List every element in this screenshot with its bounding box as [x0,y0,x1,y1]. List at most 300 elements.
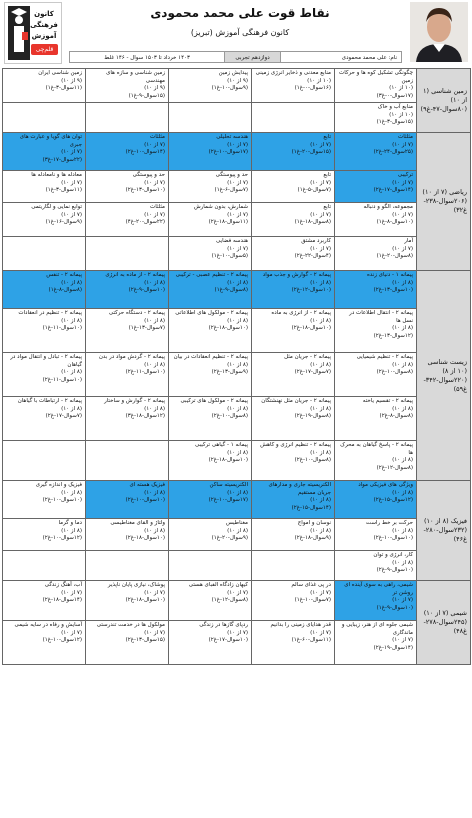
topic-score: (۸ از ۱۰) [310,405,331,412]
topic-stats: (۷سوال-۶-غ۱) [214,187,248,193]
topic-score: (۷ از ۱۰) [144,589,165,596]
topic-score: (۷ از ۱۰) [310,211,331,218]
topic-title: کاربرد مشتق [301,238,331,244]
topic-title: پیمانه ۲ - دستگاه حرکتی [108,310,165,316]
topic-stats: (۱۷سوال-۱۰-غ۲) [208,497,248,503]
topic-title: مثلثات [150,204,165,210]
topic-stats: (۱۰سوال-۹-غ۱) [376,604,413,611]
topic-score: (۷ از ۱۰) [144,629,165,636]
topic-title: پیمانه ۱ - دنیای زنده [366,272,413,278]
topic-cell [3,621,86,665]
topic-stats: (۷سوال-۱۷-غ۲) [294,369,331,375]
table-row [3,103,471,133]
topic-stats: (۱۱سوال-۳-غ۱) [45,187,82,193]
topic-title: فیزیک و اندازه گیری [35,482,82,488]
subject-name: ریاضی (۷ از ۱۰) [422,188,467,196]
topic-cell [335,271,417,309]
topic-stats: (۱۱سوال-۳-غ۱) [45,85,82,91]
topic-stats: (۱۰سوال-۱۸-غ۲) [208,457,248,463]
topic-score: (۷ از ۱۰) [392,141,413,148]
topic-title: تابع [323,134,331,140]
topic-stats: (۱۰سوال-۱۷-غ۲) [208,637,248,643]
topic-score: (۸ از ۱۰) [392,361,413,368]
topic-stats: (۱۴سوال-۱۸-غ۲) [42,597,82,603]
topic-title: پیمانه ۲ - تنظیم شیمیایی [356,354,413,360]
topic-title: مثلثات [150,134,165,140]
topic-score: (۷ از ۱۰) [61,629,82,636]
topic-stats: (۱۰سوال-۱۱-غ۲) [42,376,82,383]
topic-score: (۸ از ۱۰) [392,527,413,534]
topic-score: (۸ از ۱۰) [310,497,331,503]
topic-cell [169,441,252,481]
topic-cell [335,133,417,171]
topic-title: حد و پیوستگی [132,172,165,178]
topic-stats: (۱۶سوال-۰-غ۱) [294,85,331,91]
table-row [3,237,471,271]
logo-line-2: فرهنگی [30,21,58,29]
topic-title: شمارش، بدون شمارش [193,204,248,210]
topic-stats: (۱۰سوال-۱۳-غ۲) [125,187,165,193]
topic-cell [169,271,252,309]
topic-cell [169,237,252,271]
topic-cell [252,309,335,353]
topic-stats: (۸سوال-۸-غ۲) [379,413,413,419]
topic-score: (۸ از ۱۰) [310,279,331,286]
topic-title: شیمی جلوه ای از هنر، زیبایی و ماندگاری [341,622,413,636]
topic-title: شیمی، راهی به سوی آینده ای روشن تر [344,582,413,596]
report-title: نقاط قوت علی محمد محمودی [150,6,330,20]
topic-cell [86,309,169,353]
subject-stats: (۲۴۵سوال-۲۷۸-غ۴۸) [423,618,467,635]
topic-score: (۷ از ۱۰) [227,589,248,596]
topic-stats: (۱۱سوال-۶۰-غ۱) [291,637,331,643]
topic-stats: (۱۲سوال-۱۸-غ۳) [125,413,165,419]
topic-score: (۷ از ۱۰) [392,179,413,186]
topic-title: پیمانه ۲ - تبادل و انتقال مواد در گیاهان [10,354,82,368]
topic-score: (۸ از ۱۰) [392,559,413,566]
topic-title: هندسه تحلیلی [216,134,248,140]
topic-title: پیمانه ۲ - تنفس [46,272,82,278]
topic-score: (۸ از ۱۰) [227,527,248,534]
topic-score: (۸ از ۱۰) [61,527,82,534]
topic-stats: (۷سوال-۱۷-غ۲) [45,413,82,419]
topic-cell [252,519,335,551]
topic-cell [335,621,417,665]
table-row [3,481,471,519]
topic-cell [252,441,335,481]
empty-cell [86,441,169,481]
topic-stats: (۸سوال-۱۲-غ۲) [376,464,413,471]
topic-stats: (۱۰سوال-۹-غ۲) [128,287,165,293]
topic-title: پیمانه ۲ - گردش مواد در بدن [98,354,165,360]
topic-stats: (۷سوال-۱۰-غ۱) [294,597,331,603]
topic-stats: (۱۱سوال-۱۸-غ۲) [208,219,248,225]
topic-cell [169,353,252,397]
subject-cell [417,581,471,665]
topic-cell [335,103,417,133]
topic-stats: (۸سوال-۸-غ۱) [48,287,82,293]
topic-title: فیزیک هسته ای [129,482,165,488]
topic-cell [252,397,335,441]
topic-score: (۷ از ۱۰) [61,589,82,596]
subject-stats: (۸۰سوال-۴۷-غ۹) [420,105,467,113]
topic-cell [3,481,86,519]
empty-cell [3,237,86,271]
topic-cell [335,353,417,397]
topic-title: پیمانه ۲ - مولکول های اطلاعاتی [175,310,248,316]
topic-stats: (۱۷سوال-۰-غ۳) [376,92,413,99]
table-row [3,397,471,441]
topic-cell [3,69,86,103]
topic-title: مجموعه، الگو و دنباله [363,204,413,210]
topic-stats: (۱۰سوال-۱۸-غ۲) [125,597,165,603]
topic-stats: (۲۲سوال-۱۷-غ۳) [42,156,82,163]
topic-cell [3,581,86,621]
topic-stats: (۱۲سوال-۱۰-غ۲) [42,535,82,541]
table-row [3,621,471,665]
topic-cell [3,397,86,441]
topic-stats: (۹سوال-۱۳-غ۲) [211,369,248,375]
table-row [3,203,471,237]
topic-title: پیمانه ۱ - گیاهی ترکیبی [194,442,248,448]
table-row [3,551,471,581]
table-row [3,441,471,481]
topic-cell [335,519,417,551]
topic-stats: (۱۰سوال-۱۰-غ۲) [125,497,165,503]
topic-score: (۷ از ۱۰) [227,211,248,218]
topic-title: پیمانه ۲ - از ماده به انرژی [105,272,165,278]
topic-cell [335,309,417,353]
topic-title: توابع نمایی و لگاریتمی [31,204,82,210]
topic-score: (۸ از ۱۰) [392,405,413,412]
table-row [3,309,471,353]
topic-cell [86,581,169,621]
topic-cell [169,133,252,171]
topic-score: (۷ از ۱۰) [144,179,165,186]
topic-score: (۷ از ۱۰) [144,141,165,148]
table-row [3,271,471,309]
topic-title: پیمانه ۲ - مولکول های ترکیبی [180,398,248,404]
topic-title: پیمانه ۲ - از انرژی به ماده [271,310,331,316]
topic-stats: (۱۰سوال-۱۰-غ۲) [373,535,413,541]
topic-title: پیمانه ۲ - ارتباطات با گیاهان [17,398,82,404]
topic-score: (۷ از ۱۰) [227,179,248,186]
topic-stats: (۱۲سوال-۱۰-غ۱) [42,637,82,643]
subject-cell [417,271,471,481]
topic-cell [252,481,335,519]
topic-stats: (۹سوال-۱۸-غ۲) [294,535,331,541]
subject-stats: (۲۳۲سوال-۲۸۰-غ۴۶) [423,526,467,543]
topic-score: (۷ از ۱۰) [144,211,165,218]
topic-stats: (۱۰سوال-۱۱-غ۲) [125,369,165,375]
topic-score: (۸ از ۱۰) [227,317,248,324]
topic-score: (۸ از ۱۰) [310,527,331,534]
topic-stats: (۷سوال-۵-غ۱) [297,187,331,193]
topic-score: (۷ از ۱۰) [392,597,413,603]
topic-score: (۸ از ۱۰) [227,489,248,496]
topic-score: (۷ از ۱۰) [310,629,331,636]
topic-title: حد و پیوستگی [215,172,248,178]
empty-cell [169,551,252,581]
topic-score: (۸ از ۱۰) [227,449,248,456]
topic-title: حرکت بر خط راست [365,520,413,526]
topic-stats: (۸سوال-۱۸-غ۱) [294,219,331,225]
topic-cell [335,581,417,621]
topic-title: تابع [323,172,331,178]
topic-cell [169,519,252,551]
topic-title: مغناطیس [226,520,248,526]
table-row [3,353,471,397]
topic-title: ویژگی های فیزیکی مواد [358,482,413,488]
topic-cell [252,271,335,309]
topic-cell [3,203,86,237]
student-name: نام: علی محمد محمودی [280,51,402,63]
topic-score: (۸ از ۱۰) [144,489,165,496]
empty-cell [169,103,252,133]
topic-cell [252,581,335,621]
topic-stats: (۱۰سوال-۱۲-غ۲) [291,287,331,293]
topic-stats: (۱۰سوال-۱۳-غ۲) [373,287,413,293]
topic-title: منابع معدنی و ذخایر انرژی زمینی [255,70,331,76]
table-row [3,171,471,203]
topic-title: مولکول ها در خدمت تندرستی [96,622,165,628]
report-header [0,0,472,64]
topic-score: (۷ از ۱۰) [61,179,82,186]
empty-cell [3,551,86,581]
kanoon-logo [4,2,62,64]
topic-stats: (۱۰سوال-۱۰-غ۲) [42,497,82,503]
topic-cell [3,133,86,171]
topic-score: (۹ از ۱۰) [144,85,165,91]
topic-stats: (۱۴سوال-۱۰-غ۲) [125,149,165,155]
topic-title: کیهان زادگاه الفبای هستی [188,582,248,588]
topic-stats: (۱۰سوال-۹-غ۲) [376,567,413,573]
topic-title: منابع آب و خاک [377,104,413,110]
topic-stats: (۱۵سوال-۹-غ۱) [128,92,165,99]
topic-cell [3,519,86,551]
topic-cell [169,309,252,353]
topic-stats: (۸سوال-۱۰-غ۲) [376,369,413,375]
topic-title: پیمانه ۲ - تنظیم در انعقادات [18,310,82,316]
topic-stats: (۱۲سوال-۱۵-غ۲) [373,497,413,503]
topic-cell [86,397,169,441]
topic-score: (۸ از ۱۰) [144,527,165,534]
subject-name: زمین شناسی (۱ از ۱۰) [423,87,467,104]
topic-stats: (۱۷سوال-۱۰-غ۲) [208,149,248,155]
topic-cell [335,481,417,519]
report-subtitle: کانون فرهنگی آموزش (تبریز) [190,28,290,37]
topic-cell [335,69,417,103]
topic-score: (۸ از ۱۰) [310,361,331,368]
topic-cell [3,353,86,397]
topic-score: (۸ از ۱۰) [61,279,82,286]
table-row [3,69,471,103]
topic-stats: (۵سوال-۱۰-غ۱) [211,253,248,259]
topic-cell [86,133,169,171]
topic-title: پیمانه ۲ - تنظیم عصبی - ترکیبی [175,272,248,278]
topic-cell [169,621,252,665]
graduate-figure-icon [8,6,30,60]
topic-title: آسایش و رفاه در سایه شیمی [14,622,82,628]
topic-title: هندسه فضایی [216,238,248,244]
topic-score: (۸ از ۱۰) [61,489,82,496]
topic-title: پیمانه ۲ - انتقال اطلاعات در نسل ها [349,310,413,324]
topic-score: (۷ از ۱۰) [227,141,248,148]
topic-title: در پی غذای سالم [291,582,331,588]
topic-cell [3,309,86,353]
topic-stats: (۱۴سوال-۱۵-غ۲) [291,504,331,511]
subject-name: زیست شناسی (۱۰ از ۸) [427,357,467,375]
topic-stats: (۲۲سوال-۲۰-غ۴) [125,219,165,225]
topic-stats: (۱۰سوال-۱۸-غ۲) [208,325,248,331]
topic-cell [335,203,417,237]
empty-cell [252,551,335,581]
topic-title: الکتریسیته جاری و مدارهای جریان مستقیم [268,482,331,496]
topic-score: (۸ از ۱۰) [392,325,413,331]
topic-stats: (۱۲سوال-۱۳-غ۲) [373,332,413,339]
subject-stats: (۲۰۶سوال-۲۳۸-غ۳۲) [423,197,467,214]
topic-title: قدر هدایای زمینی را بدانیم [270,622,331,628]
topic-score: (۷ از ۱۰) [392,245,413,252]
topic-title: چگونگی تشکیل کوه ها و حرکات زمین [339,70,413,84]
empty-cell [86,551,169,581]
report-period: ۱۴۰۳ خرداد تا ۱۵۰۳ سوال - ۱۴۶ غلط [69,51,225,63]
empty-cell [3,441,86,481]
topic-stats: (۱۴سوال-۱۹-غ۲) [373,644,413,651]
topic-title: توان های گویا و عبارت های جبری [19,134,82,148]
topic-cell [86,621,169,665]
strengths-table [2,68,471,665]
topic-stats: (۸سوال-۱۲-غ۱) [211,597,248,603]
subject-name: فیزیک (۸ از ۱۰) [424,517,467,525]
table-row [3,519,471,551]
topic-title: زمین شناسی ایران [38,70,82,76]
subject-cell [417,481,471,581]
topic-cell [335,441,417,481]
topic-stats: (۹سوال-۱۶-غ۱) [45,219,82,225]
table-row [3,133,471,171]
topic-cell [252,237,335,271]
topic-score: (۹ از ۱۰) [227,77,248,84]
topic-stats: (۱۰سوال-۱۱-غ۱) [42,325,82,331]
topic-stats: (۱۵سوال-۱۳-غ۲) [125,637,165,643]
topic-score: (۸ از ۱۰) [392,279,413,286]
topic-cell [3,271,86,309]
topic-cell [169,481,252,519]
topic-stats: (۱۵سوال-۳-غ۱) [376,119,413,125]
topic-title: آب، آهنگ زندگی [44,582,82,588]
topic-score: (۸ از ۱۰) [310,449,331,456]
topic-title: ردپای گازها در زندگی [199,622,248,628]
topic-cell [86,353,169,397]
topic-title: پیمانه ۲ - تنظیم انعقادات در بیان [173,354,248,360]
topic-cell [169,69,252,103]
topic-score: (۷ از ۱۰) [61,211,82,218]
topic-score: (۷ از ۱۰) [310,245,331,252]
topic-cell [86,69,169,103]
topic-score: (۸ از ۱۰) [144,317,165,324]
topic-score: (۷ از ۱۰) [310,179,331,186]
topic-stats: (۴سوال-۲۲-غ۲) [294,253,331,259]
topic-cell [335,397,417,441]
student-grade: دوازدهم تجربی [224,51,281,63]
student-meta [70,51,402,63]
topic-score: (۷ از ۱۰) [310,141,331,148]
topic-score: (۸ از ۱۰) [227,279,248,286]
topic-title: تابع [323,204,331,210]
topic-title: پیمانه ۲ - تقسیم یاخته [362,398,413,404]
topic-title: زمین شناسی و سازه های مهندسی [106,70,165,84]
topic-cell [252,353,335,397]
table-row [3,581,471,621]
subject-cell [417,133,471,271]
topic-stats: (۱۵سوال-۲۰-غ۱) [291,149,331,155]
topic-title: مثلثات [398,134,413,140]
topic-title: نوسان و امواج [297,520,331,526]
topic-score: (۷ از ۱۰) [310,589,331,596]
empty-cell [86,103,169,133]
subject-name: شیمی (۷ از ۱۰) [423,609,467,617]
topic-stats: (۲۵سوال-۲۴-غ۲) [373,149,413,155]
topic-stats: (۸سوال-۱۹-غ۲) [294,413,331,419]
empty-cell [3,103,86,133]
topic-title: معادله ها و نامعادله ها [31,172,82,178]
topic-title: کار، انرژی و توان [373,552,413,558]
topic-cell [86,519,169,551]
topic-score: (۸ از ۱۰) [144,279,165,286]
topic-score: (۸ از ۱۰) [61,317,82,324]
topic-stats: (۱۰سوال-۸-غ۱) [376,219,413,225]
topic-score: (۸ از ۱۰) [227,405,248,412]
topic-score: (۷ از ۱۰) [392,637,413,643]
empty-cell [86,237,169,271]
topic-stats: (۸سوال-۱۰-غ۲) [294,457,331,463]
topic-cell [169,397,252,441]
topic-title: الکتریسیته ساکن [209,482,248,488]
topic-stats: (۸سوال-۹-غ۱) [214,287,248,293]
topic-cell [86,481,169,519]
topic-score: (۸ از ۱۰) [61,405,82,412]
topic-score: (۸ از ۱۰) [144,405,165,412]
topic-score: (۸ از ۱۰) [392,457,413,463]
topic-title: ترکیبی [397,172,413,178]
topic-title: پیمانه ۲ - جریان مثل [284,354,331,360]
student-photo [410,2,468,62]
topic-cell [86,171,169,203]
topic-title: پیمانه ۲ - گوارش و جذب مواد [262,272,331,278]
topic-cell [335,551,417,581]
topic-cell [252,621,335,665]
topic-title: ولتاژ و القای مغناطیسی [110,520,165,526]
topic-score: (۸ از ۱۰) [144,361,165,368]
topic-cell [252,133,335,171]
topic-score: (۹ از ۱۰) [61,77,82,84]
topic-score: (۱۰ از ۱۰) [307,77,331,84]
topic-title: آمار [404,238,413,244]
topic-title: پیمانه ۲ - تنظیم انرژی و کاهش [260,442,331,448]
topic-title: دما و گرما [58,520,82,526]
topic-cell [86,271,169,309]
topic-cell [169,581,252,621]
topic-title: پوشاک، نیازی پایان ناپذیر [107,582,165,588]
topic-cell [86,203,169,237]
topic-stats: (۹سوال-۱۰-غ۱) [211,85,248,91]
topic-cell [169,203,252,237]
topic-stats: (۸سوال-۱۰-غ۲) [211,413,248,419]
topic-score: (۸ از ۱۰) [310,317,331,324]
topic-stats: (۱۴سوال-۱۷-غ۲) [373,187,413,193]
topic-title: پیدایش زمین [218,70,248,76]
